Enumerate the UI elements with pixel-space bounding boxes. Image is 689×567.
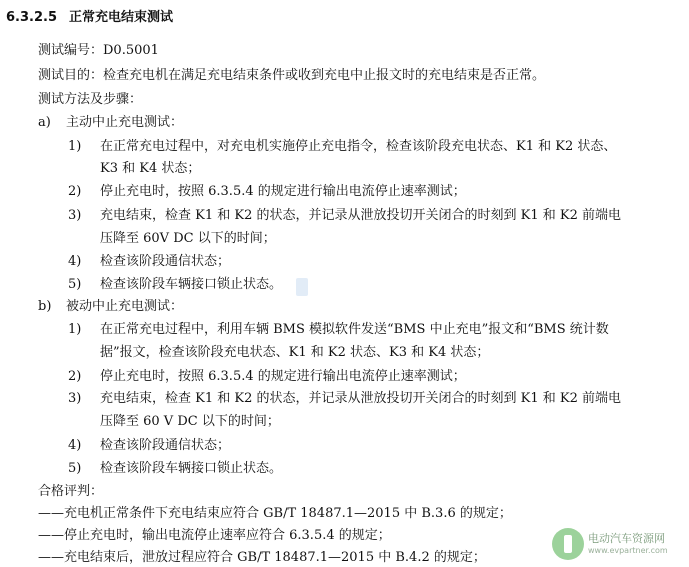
watermark xyxy=(552,524,688,564)
step-marker: 4) xyxy=(68,254,82,269)
part-b-step-4 xyxy=(68,437,230,455)
section-heading xyxy=(6,6,173,25)
part-a-step-5 xyxy=(68,276,282,294)
part-a-step-4 xyxy=(68,253,230,271)
step-text: 停止充电时，按照 6.3.5.4 的规定进行输出电流停止速率测试； xyxy=(100,369,466,384)
step-marker: 5) xyxy=(68,461,82,476)
step-text: 检查该阶段车辆接口锁止状态。 xyxy=(100,461,283,476)
step-marker: 3) xyxy=(68,208,82,223)
method-heading: 测试方法及步骤： xyxy=(38,92,143,107)
part-b-step-1 xyxy=(68,321,609,339)
part-a-marker: a) xyxy=(38,115,51,130)
step-text: 检查该阶段车辆接口锁止状态。 xyxy=(100,277,283,292)
part-b-step-3 xyxy=(68,390,621,408)
faint-scan-mark xyxy=(296,278,308,296)
part-a-step-3 xyxy=(68,207,621,225)
part-b-step-2 xyxy=(68,368,466,386)
part-a-step-2 xyxy=(68,183,466,201)
step-marker: 3) xyxy=(68,391,82,406)
part-a-step-1 xyxy=(68,138,616,156)
step-marker: 4) xyxy=(68,438,82,453)
step-text: 在正常充电过程中，对充电机实施停止充电指令，检查该阶段充电状态、K1 和 K2 状态、 xyxy=(100,139,617,154)
part-b-title: 被动中止充电测试： xyxy=(66,299,184,314)
part-a-title: 主动中止充电测试： xyxy=(66,115,184,130)
step-text: 在正常充电过程中，利用车辆 BMS 模拟软件发送“BMS 中止充电”报文和“BMS 统计数 xyxy=(100,322,609,337)
section-title: 正常充电结束测试 xyxy=(69,10,174,25)
step-text: 检查该阶段通信状态； xyxy=(100,254,231,269)
step-marker: 2) xyxy=(68,369,82,384)
part-b-marker: b) xyxy=(38,299,52,314)
part-a-step-3-cont: 压降至 60V DC 以下的时间； xyxy=(100,231,276,246)
step-text: 停止充电时，按照 6.3.5.4 的规定进行输出电流停止速率测试； xyxy=(100,184,466,199)
test-id: 测试编号：D0.5001 xyxy=(38,43,159,58)
part-b-heading xyxy=(38,298,183,316)
step-marker: 5) xyxy=(68,277,82,292)
part-b-step-3-cont: 压降至 60 V DC 以下的时间； xyxy=(100,414,280,429)
criteria-item: ——充电机正常条件下充电结束应符合 GB/T 18487.1—2015 中 B.3.6 的规定； xyxy=(38,506,512,521)
step-marker: 1) xyxy=(68,139,82,154)
part-a-step-1-cont: K3 和 K4 状态； xyxy=(100,161,201,176)
step-text: 检查该阶段通信状态； xyxy=(100,438,231,453)
section-number: 6.3.2.5 xyxy=(6,10,57,25)
criteria-heading: 合格评判： xyxy=(38,484,104,499)
step-text: 充电结束，检查 K1 和 K2 的状态，并记录从泄放投切开关闭合的时刻到 K1 和 K2 前端电 xyxy=(100,208,621,223)
step-marker: 1) xyxy=(68,322,82,337)
watermark-logo-icon xyxy=(552,528,584,560)
part-a-heading xyxy=(38,114,183,132)
criteria-item: ——充电结束后，泄放过程应符合 GB/T 18487.1—2015 中 B.4.2 的规定； xyxy=(38,550,486,565)
step-text: 充电结束，检查 K1 和 K2 的状态，并记录从泄放投切开关闭合的时刻到 K1 和 K2 前端电 xyxy=(100,391,621,406)
part-b-step-5 xyxy=(68,460,282,478)
watermark-url: www.evpartner.com xyxy=(588,546,668,555)
test-purpose: 测试目的：检查充电机在满足充电结束条件或收到充电中止报文时的充电结束是否正常。 xyxy=(38,68,546,83)
criteria-item: ——停止充电时，输出电流停止速率应符合 6.3.5.4 的规定； xyxy=(38,528,391,543)
watermark-name: 电动汽车资源网 xyxy=(588,532,665,545)
part-b-step-1-cont: 据”报文，检查该阶段充电状态、K1 和 K2 状态、K3 和 K4 状态； xyxy=(100,345,490,360)
step-marker: 2) xyxy=(68,184,82,199)
